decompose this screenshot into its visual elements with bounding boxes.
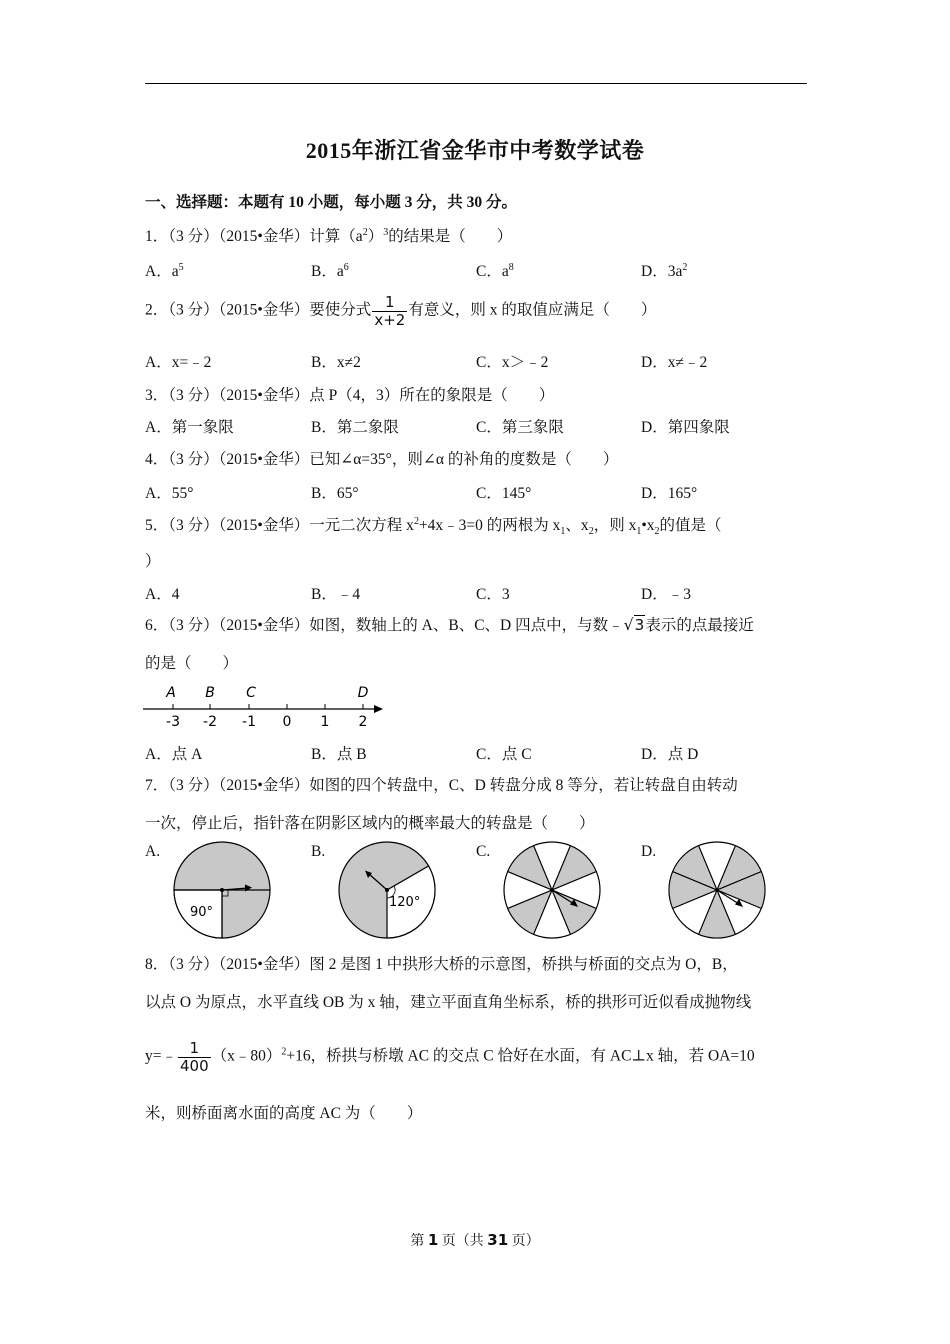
question-8-cont-2: y=﹣ $\frac{1}{400}$ （x﹣80）$^2$+16，桥拱与桥墩 AC 的交点 C 恰好在水面，有 AC⊥x 轴，若 OA=10: [145, 1039, 755, 1075]
tick-label: -1: [242, 714, 256, 730]
question-8-cont-3: 米，则桥面离水面的高度 AC 为（ ）: [145, 1105, 423, 1122]
q1-option-c: C．$a^8$: [476, 261, 514, 280]
q7-option-d-label: D.: [641, 843, 657, 860]
spinner-b: [337, 840, 437, 940]
tick-label: 2: [358, 714, 368, 730]
q1-option-b: B．$a^6$: [311, 261, 349, 280]
question-7-cont: 一次，停止后，指针落在阴影区域内的概率最大的转盘是（ ）: [145, 815, 595, 832]
tick-label: -3: [166, 714, 180, 730]
question-6: 6．（3 分）（2015•金华）如图，数轴上的 A、B、C、D 四点中，与数﹣√3表示的点最接近: [145, 616, 754, 634]
q3-option-a: A．第一象限: [145, 419, 234, 436]
spinner-d: [667, 840, 767, 940]
number-line-figure: [143, 682, 388, 730]
q5-option-d: D．﹣3: [641, 586, 691, 603]
point-label-a: A: [166, 685, 176, 701]
q2-option-c: C．x＞﹣2: [476, 354, 549, 371]
q5-option-a: A．4: [145, 586, 180, 603]
q7-option-b-label: B.: [311, 843, 326, 860]
q1-option-a: A．$a^5$: [145, 261, 184, 280]
q7-option-c-label: C.: [476, 843, 491, 860]
q3-option-c: C．第三象限: [476, 419, 564, 436]
tick-label: 0: [282, 714, 292, 730]
q4-option-c: C．145°: [476, 485, 532, 502]
question-3: 3．（3 分）（2015•金华）点 P（4，3）所在的象限是（ ）: [145, 387, 555, 404]
point-label-d: D: [357, 685, 369, 701]
spinner-c: [502, 840, 602, 940]
page-footer: 第 1 页（共 31 页）: [410, 1231, 540, 1249]
q6-option-d: D．点 D: [641, 746, 699, 763]
question-1: 1．（3 分）（2015•金华）计算$(a^2)^3$的结果是（ ）: [145, 226, 513, 245]
q6-option-b: B．点 B: [311, 746, 367, 763]
axis-arrow: [374, 705, 383, 713]
question-5: 5．（3 分）（2015•金华）一元二次方程 $x^2+4x﹣3=0$ 的两根为 $x_1$、$x_2$，则 $x_1•x_2$的值是（: [145, 515, 722, 538]
q3-option-b: B．第二象限: [311, 419, 399, 436]
question-7: 7．（3 分）（2015•金华）如图的四个转盘中，C、D 转盘分成 8 等分，若让转盘自由转动: [145, 777, 738, 794]
q2-option-d: D．x≠﹣2: [641, 354, 708, 371]
q1-option-d: D．$3a^2$: [641, 261, 688, 280]
q2-option-b: B．x≠2: [311, 354, 361, 371]
q2-option-a: A．x=﹣2: [145, 354, 212, 371]
question-5-cont: ）: [145, 553, 161, 570]
question-4: 4．（3 分）（2015•金华）已知∠α=35°，则∠α 的补角的度数是（ ）: [145, 451, 619, 468]
q7-option-a-label: A.: [145, 843, 161, 860]
point-label-c: C: [246, 685, 256, 701]
header-rule: [145, 83, 807, 84]
question-8-cont-1: 以点 O 为原点，水平直线 OB 为 x 轴，建立平面直角坐标系，桥的拱形可近似看成抛物线: [145, 994, 752, 1011]
fraction: $\frac{1}{x+2}$: [374, 293, 406, 329]
section-heading: 一、选择题：本题有 10 小题，每小题 3 分，共 30 分。: [145, 194, 518, 211]
question-2: 2．（3 分）（2015•金华）要使分式 $\frac{1}{x+2}$ 有意义，则 x 的取值应满足（ ）: [145, 293, 657, 329]
question-6-cont: 的是（ ）: [145, 655, 239, 672]
page-title: 2015年浙江省金华市中考数学试卷: [305, 138, 645, 163]
fraction: $\frac{1}{400}$: [180, 1039, 209, 1075]
q6-option-a: A．点 A: [145, 746, 203, 763]
q3-option-d: D．第四象限: [641, 419, 730, 436]
spinner-a: [172, 840, 272, 940]
q4-option-d: D．165°: [641, 485, 698, 502]
question-8: 8．（3 分）（2015•金华）图 2 是图 1 中拱形大桥的示意图，桥拱与桥面的交点为 O，B，: [145, 956, 738, 973]
tick-label: -2: [203, 714, 217, 730]
q6-option-c: C．点 C: [476, 746, 532, 763]
angle-label: 120°: [389, 895, 421, 910]
q5-option-c: C．3: [476, 586, 510, 603]
angle-label: 90°: [190, 905, 214, 920]
q4-option-a: A．55°: [145, 485, 194, 502]
sqrt-symbol: √3: [623, 616, 645, 634]
tick-label: 1: [320, 714, 330, 730]
point-label-b: B: [205, 685, 215, 701]
q4-option-b: B．65°: [311, 485, 359, 502]
q5-option-b: B．﹣4: [311, 586, 361, 603]
